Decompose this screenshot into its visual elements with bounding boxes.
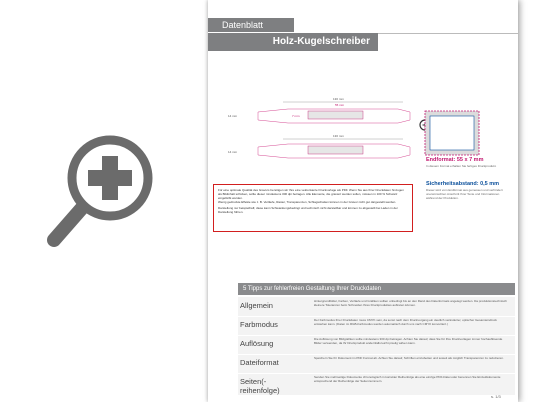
tips-table [238, 297, 515, 395]
imprint-height-label: 7 mm [292, 114, 300, 118]
imprint-width-label: 55 mm [335, 103, 345, 107]
tip-row [238, 354, 515, 374]
length-top-label: 130 mm [333, 97, 344, 101]
tip-label: Farbmodus [240, 320, 278, 329]
tip-row [238, 316, 515, 336]
tip-text: Der Farbmodus Ihrer Druckdaten muss CMYK sein, da sonst nach dem Druckvorgang ein deutlich veränderter, optischer Gesamteindruck entstehen kann. (Daten im RGB-Farbmodus werden automatisch durch uns nach CMYK konvertiert.) [314, 318, 497, 327]
length-bottom-label: 130 mm [333, 134, 344, 138]
tip-row [238, 297, 515, 317]
height-label-top: 14 mm [228, 114, 238, 118]
tip-label: Allgemein [240, 301, 273, 310]
format-legend-box [424, 110, 480, 156]
notice-line-3: Darstellung nur beispielhaft; diese kann Schwankungsbedingt und technisch nicht darstellbar und können zu abgestellt bei Laden in der Darstellung führen. [218, 206, 398, 214]
tip-text: Senden Sie mehrseitige Dokumente chronologisch in korrekter Reihenfolge als eine einzige PDF-Datei oder benennen Sie Einzeldokumente entsprechend der Reihenfolge der Seitennummern. [314, 375, 501, 384]
notice-line-2: Wenig gedruckte Effekte wie z. B. Verläufe, Raster, Transparenzen, Schlagschatten können in der Gravur nicht gut dargestellt werden. [218, 200, 397, 204]
endformat-text: In diesem Format erhalten Sie fertiges Druckprodukt. [426, 164, 497, 168]
tip-label: Auflösung [240, 339, 274, 348]
tip-label: Dateiformat [240, 358, 279, 367]
tip-text: Die Auflösung von Bildgrafiken sollte mindestens 300 dpi betragen. Achten Sie darauf, dass Sie für Ihre Druckvorlagen immer hochauflösende Bilder verwenden, da Ihr Druckprodukt andernfalls leicht pixelig wirken kann. [314, 337, 503, 346]
tip-label: Seiten(-reihenfolge) [240, 377, 280, 395]
magnifier-plus-icon[interactable] [42, 128, 162, 268]
tips-title: 5 Tipps zur fehlerfreien Gestaltung Ihrer Druckdaten [238, 283, 515, 295]
height-label-bottom: 14 mm [228, 150, 238, 154]
safety-margin-title: Sicherheitsabstand: 0,5 mm [426, 181, 500, 187]
page-number: s. 1/3 [491, 394, 501, 399]
endformat-title: Endformat: 55 x 7 mm [426, 157, 484, 163]
tip-row [238, 335, 515, 355]
tip-text: Hintergrundbilder, Farben, Verläufe und Grafiken sollten unbedingt bis an den Rand des Datenformats angelegt werden. Da produktionstechnisch kleinere Toleranzen beim Schneiden Ihres Druckproduktes auftreten können. [314, 299, 507, 308]
print-notice-box [213, 184, 413, 232]
tip-row [238, 373, 515, 395]
safety-margin-text: Dieser wird vom Endformat aus gemessen und verhindert unerwünschten Anschnitt Ihrer Texte und Informationen während der Produktion. [426, 188, 503, 200]
product-title: Holz-Kugelschreiber [208, 33, 378, 51]
datasheet-page [208, 0, 518, 402]
tip-text: Speichern Sie Ihr Dokument im PDF Format ab. Achten Sie darauf, Schriften einzubetten und soweit als möglich Transparenzen zu reduzieren. [314, 356, 504, 360]
notice-line-1: Für eine optimale Qualität des Gravurs benötigen wir Ihre eine vektorisierte Druckvorlage als PDF. Wenn Sie aus Ihrer Druckdaten hinzugen als Bildinhalt schicken, sollte dieser mindestens 300 dpi betragen. Alle Elemente, die graviert werden sollen, müssen in 100 % Schwarz eingefärbt werden. [218, 188, 404, 200]
section-label: Datenblatt [208, 18, 294, 32]
